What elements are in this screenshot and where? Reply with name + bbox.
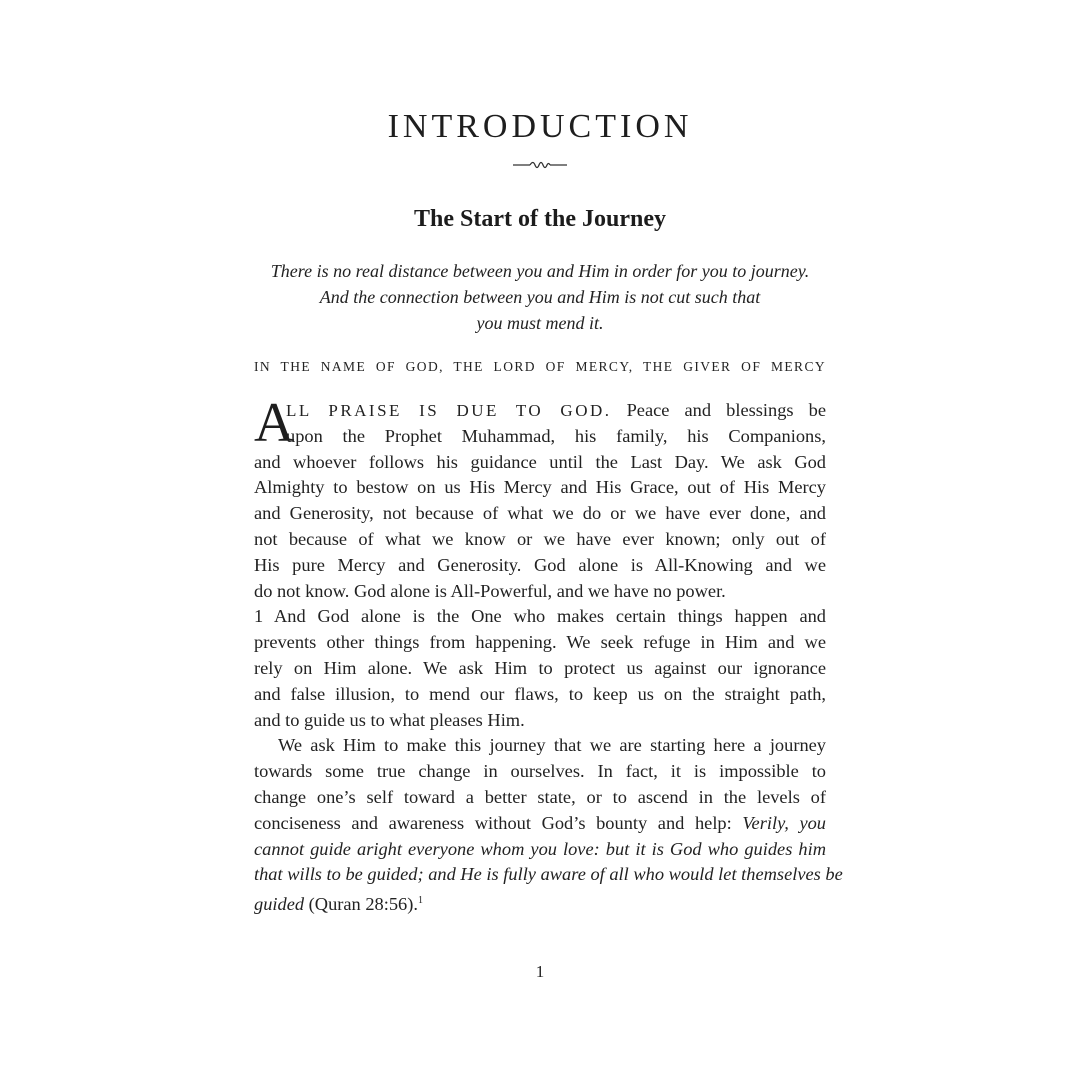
body-line: Almighty to bestow on us His Mercy and His Grace, out of His Mercy <box>254 477 826 498</box>
body-line: prevents other things from happening. We seek refuge in Him and we <box>254 632 826 653</box>
quran-citation: (Quran 28:56). <box>304 894 418 915</box>
body-line: His pure Mercy and Generosity. God alone is All-Knowing and we <box>254 554 826 575</box>
drop-cap: A <box>254 392 295 454</box>
body-line: 1 And God alone is the One who makes certain things happen and <box>254 606 826 627</box>
body-line: We ask Him to make this journey that we are starting here a journey <box>278 735 826 756</box>
bismillah-heading: IN THE NAME OF GOD, THE LORD OF MERCY, THE GIVER OF MERCY <box>254 359 826 374</box>
page-number: 1 <box>535 962 545 981</box>
epigraph-line: There is no real distance between you and Him in order for you to journey. <box>270 261 810 281</box>
quran-quote-line: that wills to be guided; and He is fully aware of all who would let themselves be <box>254 864 843 885</box>
body-line: and whoever follows his guidance until the Last Day. We ask God <box>254 451 826 472</box>
quran-quote: guided <box>254 894 305 915</box>
footnote-ref[interactable]: 1 <box>417 895 423 907</box>
body-line-text: Peace and blessings be <box>611 400 827 420</box>
flourish-ornament-icon <box>0 158 1080 176</box>
body-line: towards some true change in ourselves. In fact, it is impossible to <box>254 761 826 782</box>
body-line: and to guide us to what pleases Him. <box>254 709 525 730</box>
quran-quote: Verily, you <box>742 812 826 833</box>
chapter-title: INTRODUCTION <box>387 108 693 145</box>
body-text <box>254 392 843 915</box>
body-line: do not know. God alone is All-Powerful, and we have no power. <box>254 580 726 601</box>
body-line <box>254 888 826 914</box>
opening-small-caps: LL PRAISE IS DUE TO GOD. <box>286 401 612 420</box>
epigraph <box>240 258 840 336</box>
body-line-text: conciseness and awareness without God’s bounty and help: <box>254 812 743 833</box>
body-line: rely on Him alone. We ask Him to protect us against our ignorance <box>254 657 826 678</box>
epigraph-line: you must mend it. <box>476 313 604 333</box>
body-line: and Generosity, not because of what we do or we have ever done, and <box>254 503 826 524</box>
body-line: change one’s self toward a better state, or to ascend in the levels of <box>254 786 826 807</box>
body-line: upon the Prophet Muhammad, his family, his Companions, <box>286 425 826 446</box>
body-line: and false illusion, to mend our flaws, to keep us on the straight path, <box>254 683 826 704</box>
epigraph-line: And the connection between you and Him is not cut such that <box>319 287 761 307</box>
body-line <box>254 811 826 837</box>
quran-quote-line: cannot guide aright everyone whom you love: but it is God who guides him <box>254 838 826 859</box>
body-line: not because of what we know or we have ever known; only out of <box>254 528 826 549</box>
section-title: The Start of the Journey <box>414 206 666 232</box>
